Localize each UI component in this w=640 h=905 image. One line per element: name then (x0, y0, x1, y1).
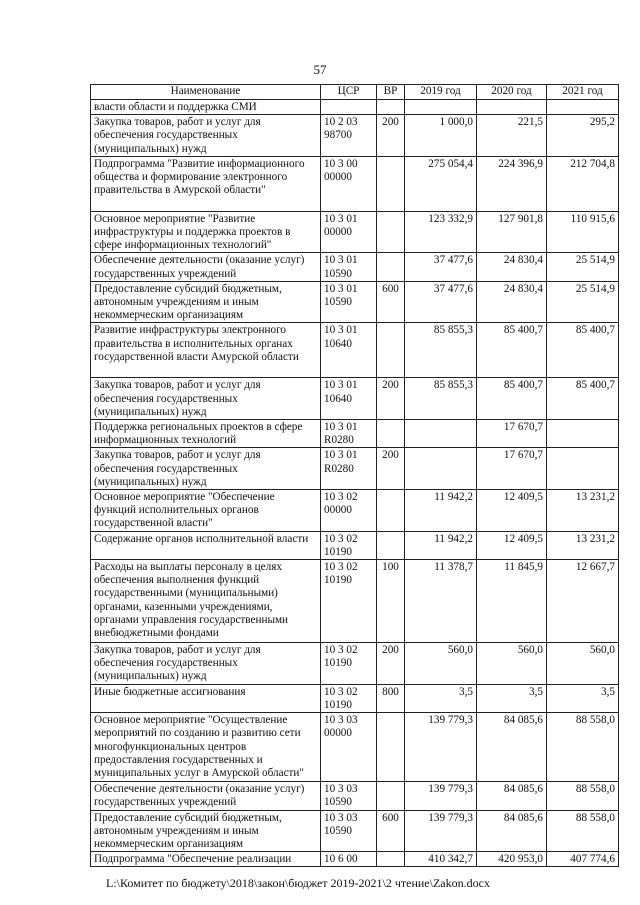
cell-vr (377, 531, 405, 559)
cell-name: Развитие инфраструктуры электронного правительства в исполнительных органах государственной власти Амурской области (91, 323, 321, 378)
cell-name: Основное мероприятие "Осуществление мероприятий по созданию и развитию сети многофункциональных центров предоставления государственных и муниципальных услуг в Амурской области" (91, 713, 321, 782)
cell-csr: 10 3 03 10590 (321, 782, 377, 810)
column-header-2019: 2019 год (405, 85, 477, 100)
cell-2019: 3,5 (405, 684, 477, 712)
cell-vr (377, 156, 405, 211)
cell-2019 (405, 100, 477, 115)
table-row (91, 643, 619, 685)
cell-2020: 12 409,5 (477, 531, 547, 559)
cell-name: Иные бюджетные ассигнования (91, 684, 321, 712)
cell-csr: 10 3 02 10190 (321, 560, 377, 643)
cell-2019 (405, 420, 477, 448)
cell-2020: 560,0 (477, 643, 547, 685)
cell-vr: 200 (377, 448, 405, 490)
cell-name: Обеспечение деятельности (оказание услуг) государственных учреждений (91, 782, 321, 810)
cell-2021: 85 400,7 (547, 378, 619, 420)
cell-2020: 224 396,9 (477, 156, 547, 211)
cell-2021: 13 231,2 (547, 531, 619, 559)
table-row (91, 852, 619, 867)
cell-csr: 10 3 02 00000 (321, 490, 377, 532)
cell-2019: 11 942,2 (405, 531, 477, 559)
table-row (91, 115, 619, 157)
cell-2020: 221,5 (477, 115, 547, 157)
cell-2019: 410 342,7 (405, 852, 477, 867)
cell-vr: 800 (377, 684, 405, 712)
cell-2021: 85 400,7 (547, 323, 619, 378)
cell-name: Подпрограмма "Обеспечение реализации (91, 852, 321, 867)
cell-2021: 88 558,0 (547, 713, 619, 782)
cell-vr (377, 420, 405, 448)
table-header-row (91, 85, 619, 100)
cell-csr: 10 3 03 10590 (321, 810, 377, 852)
cell-2019: 11 942,2 (405, 490, 477, 532)
cell-2021: 88 558,0 (547, 782, 619, 810)
cell-vr (377, 323, 405, 378)
cell-2021: 88 558,0 (547, 810, 619, 852)
cell-2019 (405, 448, 477, 490)
cell-2021 (547, 100, 619, 115)
cell-csr: 10 3 01 10640 (321, 323, 377, 378)
cell-2019: 37 477,6 (405, 253, 477, 281)
cell-2019: 139 779,3 (405, 810, 477, 852)
cell-2019: 11 378,7 (405, 560, 477, 643)
cell-vr (377, 852, 405, 867)
cell-2020: 85 400,7 (477, 323, 547, 378)
cell-2019: 37 477,6 (405, 281, 477, 323)
cell-2020: 11 845,9 (477, 560, 547, 643)
cell-name: власти области и поддержка СМИ (91, 100, 321, 115)
cell-csr: 10 3 01 10640 (321, 378, 377, 420)
cell-csr: 10 3 01 R0280 (321, 420, 377, 448)
cell-csr: 10 3 01 10590 (321, 281, 377, 323)
cell-2019: 123 332,9 (405, 211, 477, 253)
cell-2021 (547, 448, 619, 490)
cell-vr: 600 (377, 281, 405, 323)
cell-csr: 10 3 02 10190 (321, 531, 377, 559)
cell-name: Подпрограмма "Развитие информационного общества и формирование электронного правительства в Амурской области" (91, 156, 321, 211)
column-header-csr: ЦСР (321, 85, 377, 100)
cell-vr (377, 490, 405, 532)
cell-2021: 212 704,8 (547, 156, 619, 211)
page-number: 57 (313, 62, 327, 77)
cell-name: Поддержка региональных проектов в сфере информационных технологий (91, 420, 321, 448)
table-row (91, 448, 619, 490)
cell-name: Обеспечение деятельности (оказание услуг) государственных учреждений (91, 253, 321, 281)
cell-2019: 85 855,3 (405, 378, 477, 420)
cell-2020: 24 830,4 (477, 281, 547, 323)
cell-2019: 560,0 (405, 643, 477, 685)
cell-2020: 127 901,8 (477, 211, 547, 253)
cell-2019: 1 000,0 (405, 115, 477, 157)
cell-2020: 85 400,7 (477, 378, 547, 420)
cell-vr: 200 (377, 643, 405, 685)
table-row (91, 782, 619, 810)
cell-2019: 139 779,3 (405, 713, 477, 782)
table-row (91, 490, 619, 532)
cell-2021 (547, 420, 619, 448)
column-header-name: Наименование (91, 85, 321, 100)
cell-name: Закупка товаров, работ и услуг для обеспечения государственных (муниципальных) нужд (91, 643, 321, 685)
table-row (91, 560, 619, 643)
cell-name: Закупка товаров, работ и услуг для обеспечения государственных (муниципальных) нужд (91, 378, 321, 420)
cell-vr (377, 211, 405, 253)
cell-2020: 3,5 (477, 684, 547, 712)
cell-2021: 110 915,6 (547, 211, 619, 253)
cell-vr: 600 (377, 810, 405, 852)
table-body (91, 100, 619, 867)
table-row (91, 810, 619, 852)
cell-2021: 25 514,9 (547, 281, 619, 323)
cell-name: Закупка товаров, работ и услуг для обеспечения государственных (муниципальных) нужд (91, 115, 321, 157)
table-row (91, 684, 619, 712)
cell-vr (377, 100, 405, 115)
cell-2021: 295,2 (547, 115, 619, 157)
cell-2019: 139 779,3 (405, 782, 477, 810)
table-row (91, 156, 619, 211)
cell-csr: 10 3 01 00000 (321, 211, 377, 253)
budget-table (90, 84, 619, 867)
table-row (91, 211, 619, 253)
cell-name: Расходы на выплаты персоналу в целях обеспечения выполнения функций государственными (муниципальными) органами, казенными учреждениями, органами управления государственными внебюджетными фондами (91, 560, 321, 643)
cell-name: Закупка товаров, работ и услуг для обеспечения государственных (муниципальных) нужд (91, 448, 321, 490)
cell-2020: 24 830,4 (477, 253, 547, 281)
table-row (91, 378, 619, 420)
cell-2021: 12 667,7 (547, 560, 619, 643)
column-header-vr: ВР (377, 85, 405, 100)
cell-csr: 10 2 03 98700 (321, 115, 377, 157)
cell-csr: 10 3 01 R0280 (321, 448, 377, 490)
cell-name: Содержание органов исполнительной власти (91, 531, 321, 559)
table-row (91, 713, 619, 782)
cell-2020: 84 085,6 (477, 810, 547, 852)
cell-2019: 85 855,3 (405, 323, 477, 378)
table-row (91, 281, 619, 323)
cell-vr (377, 253, 405, 281)
cell-2021: 560,0 (547, 643, 619, 685)
cell-2020 (477, 100, 547, 115)
cell-csr (321, 100, 377, 115)
cell-vr: 200 (377, 378, 405, 420)
cell-name: Основное мероприятие "Развитие инфраструктуры и поддержка проектов в сфере информационных технологий" (91, 211, 321, 253)
cell-name: Предоставление субсидий бюджетным, автономным учреждениям и иным некоммерческим организациям (91, 810, 321, 852)
cell-vr (377, 713, 405, 782)
cell-csr: 10 3 03 00000 (321, 713, 377, 782)
cell-2020: 12 409,5 (477, 490, 547, 532)
cell-2020: 17 670,7 (477, 448, 547, 490)
table-row (91, 253, 619, 281)
cell-2020: 17 670,7 (477, 420, 547, 448)
cell-name: Основное мероприятие "Обеспечение функций исполнительных органов государственной власти" (91, 490, 321, 532)
cell-csr: 10 3 00 00000 (321, 156, 377, 211)
column-header-2020: 2020 год (477, 85, 547, 100)
cell-2020: 84 085,6 (477, 713, 547, 782)
cell-2019: 275 054,4 (405, 156, 477, 211)
cell-name: Предоставление субсидий бюджетным, автономным учреждениям и иным некоммерческим организациям (91, 281, 321, 323)
table-row (91, 100, 619, 115)
cell-csr: 10 3 02 10190 (321, 684, 377, 712)
cell-vr: 200 (377, 115, 405, 157)
table-row (91, 323, 619, 378)
cell-2020: 84 085,6 (477, 782, 547, 810)
column-header-2021: 2021 год (547, 85, 619, 100)
cell-vr (377, 782, 405, 810)
file-path-footer: L:\Комитет по бюджету\2018\закон\бюджет 2019-2021\2 чтение\Zakon.docx (106, 876, 490, 890)
cell-2021: 407 774,6 (547, 852, 619, 867)
cell-2021: 25 514,9 (547, 253, 619, 281)
table-row (91, 420, 619, 448)
cell-csr: 10 6 00 (321, 852, 377, 867)
cell-vr: 100 (377, 560, 405, 643)
cell-2021: 13 231,2 (547, 490, 619, 532)
cell-2020: 420 953,0 (477, 852, 547, 867)
cell-2021: 3,5 (547, 684, 619, 712)
cell-csr: 10 3 01 10590 (321, 253, 377, 281)
table-row (91, 531, 619, 559)
cell-csr: 10 3 02 10190 (321, 643, 377, 685)
